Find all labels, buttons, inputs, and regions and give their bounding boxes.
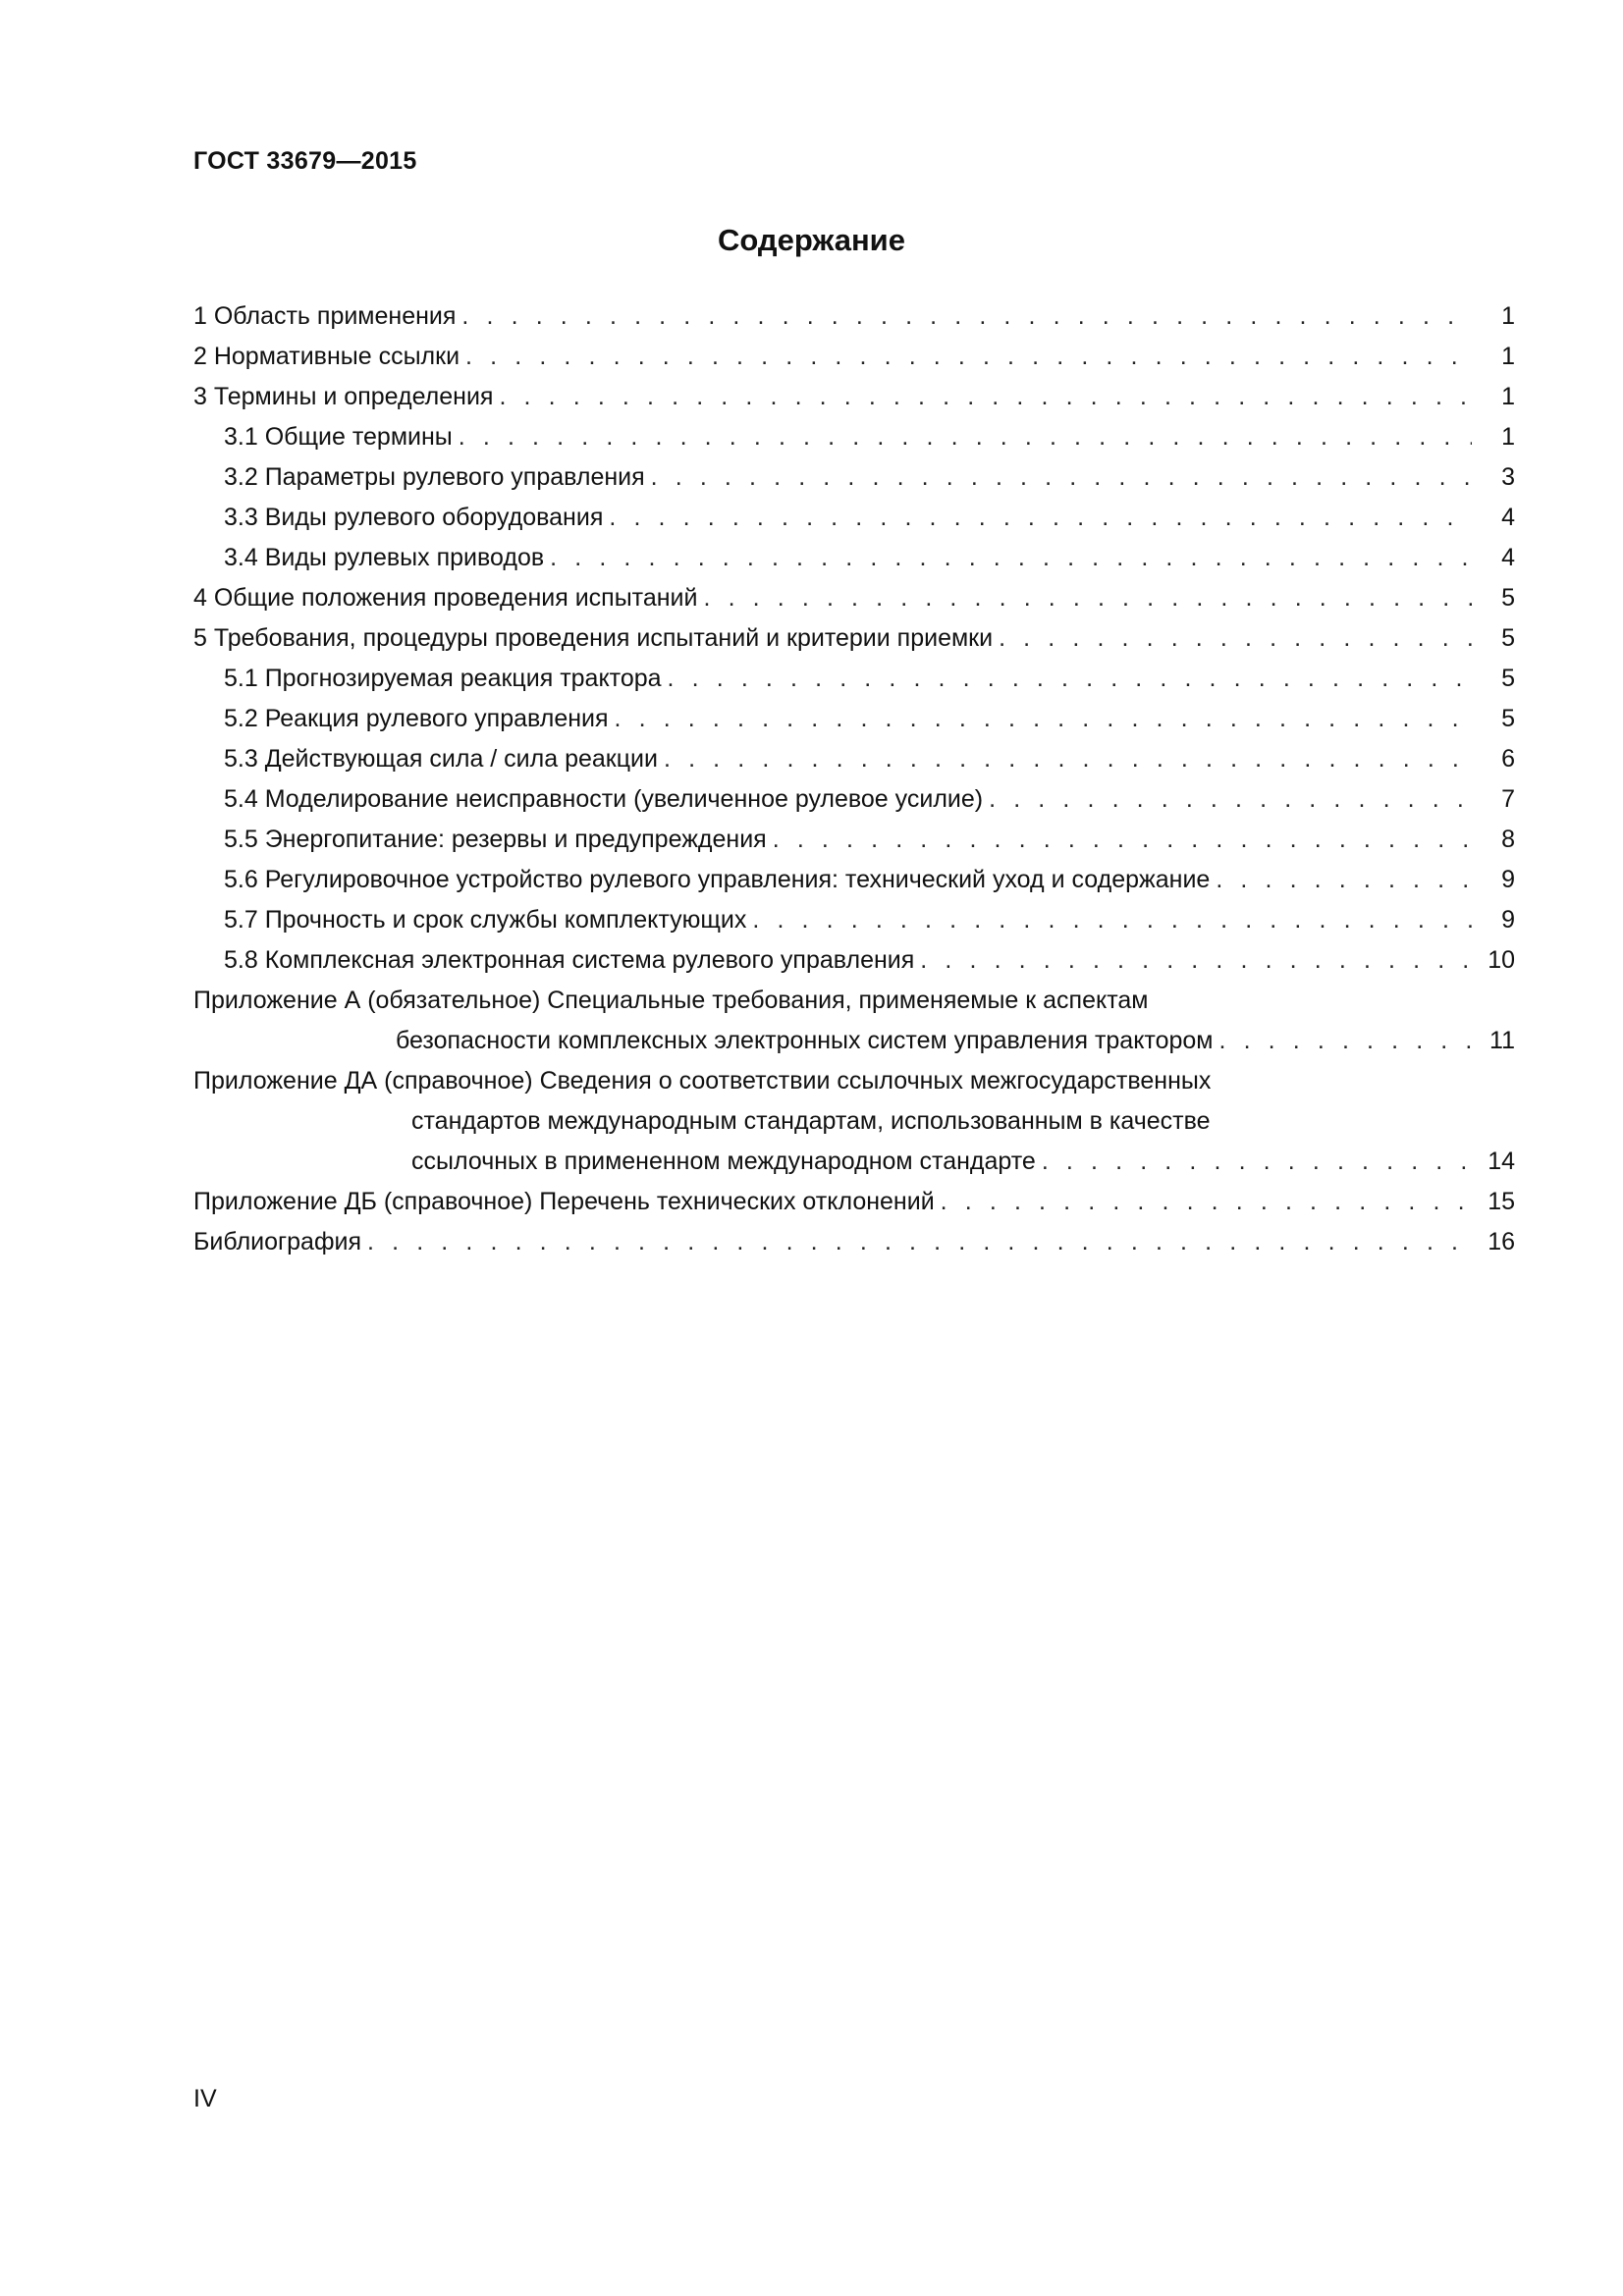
- toc-entry[interactable]: [193, 900, 1515, 940]
- page-number: IV: [193, 2085, 217, 2112]
- toc-entry-appendix-a[interactable]: [193, 981, 1515, 1021]
- toc-leader-dots: [989, 779, 1472, 820]
- toc-entry[interactable]: [193, 779, 1515, 820]
- toc-entry-label: 3 Термины и определения: [193, 383, 494, 410]
- toc-entry-page: 11: [1489, 1027, 1515, 1054]
- toc-entry-page: 7: [1501, 785, 1515, 813]
- toc-leader-dots: [999, 618, 1472, 659]
- toc-entry[interactable]: [193, 940, 1515, 981]
- toc-entry-label: 2 Нормативные ссылки: [193, 343, 460, 370]
- toc-entry-label: 5.8 Комплексная электронная система рулевого управления: [224, 946, 915, 974]
- toc-entry-label: 3.3 Виды рулевого оборудования: [224, 504, 604, 531]
- toc-leader-dots: [704, 578, 1473, 618]
- toc-entry-page: 1: [1501, 383, 1515, 410]
- toc-entry[interactable]: [193, 860, 1515, 900]
- toc-entry-page: 9: [1501, 906, 1515, 934]
- toc-entry-label: Приложение ДА (справочное) Сведения о соответствии ссылочных межгосударственных: [193, 1067, 1212, 1095]
- toc-entry-page: 1: [1501, 343, 1515, 370]
- toc-entry-continuation[interactable]: [193, 1101, 1515, 1142]
- toc-entry-label: 5.4 Моделирование неисправности (увеличенное рулевое усилие): [224, 785, 984, 813]
- toc-entry[interactable]: [193, 296, 1515, 337]
- toc-entry-page: 8: [1501, 826, 1515, 853]
- toc-entry[interactable]: [193, 538, 1515, 578]
- toc-entry-label: 5.5 Энергопитание: резервы и предупреждения: [224, 826, 767, 853]
- toc-entry-page: 3: [1501, 463, 1515, 491]
- toc-entry-label: 3.2 Параметры рулевого управления: [224, 463, 645, 491]
- toc-entry-page: 4: [1501, 504, 1515, 531]
- toc-leader-dots: [499, 377, 1472, 417]
- toc-leader-dots: [1216, 860, 1472, 900]
- toc-entry-page: 9: [1501, 866, 1515, 893]
- toc-entry-page: 6: [1501, 745, 1515, 773]
- toc-entry-label: ссылочных в примененном международном стандарте: [411, 1148, 1036, 1175]
- toc-leader-dots: [609, 498, 1472, 538]
- toc-entry[interactable]: [193, 699, 1515, 739]
- toc-entry-page: 4: [1501, 544, 1515, 571]
- toc-entry-page: 5: [1501, 705, 1515, 732]
- toc-leader-dots: [465, 337, 1472, 377]
- table-of-contents: [193, 296, 1515, 1262]
- toc-entry[interactable]: [193, 377, 1515, 417]
- toc-leader-dots: [920, 940, 1472, 981]
- toc-entry-page: 10: [1488, 946, 1515, 974]
- toc-entry-page: 5: [1501, 665, 1515, 692]
- toc-leader-dots: [941, 1182, 1472, 1222]
- toc-entry-label: безопасности комплексных электронных систем управления трактором: [396, 1027, 1214, 1054]
- toc-entry[interactable]: [193, 457, 1515, 498]
- toc-leader-dots: [367, 1222, 1472, 1262]
- document-code-header: ГОСТ 33679—2015: [193, 147, 417, 175]
- toc-entry-label: стандартов международным стандартам, использованным в качестве: [411, 1107, 1211, 1135]
- toc-entry-page: 16: [1488, 1228, 1515, 1255]
- toc-entry-label: 5.2 Реакция рулевого управления: [224, 705, 609, 732]
- toc-entry[interactable]: [193, 498, 1515, 538]
- toc-entry-label: Библиография: [193, 1228, 362, 1255]
- toc-entry[interactable]: [193, 578, 1515, 618]
- toc-entry-label: 5.7 Прочность и срок службы комплектующих: [224, 906, 747, 934]
- toc-entry[interactable]: [193, 337, 1515, 377]
- toc-leader-dots: [459, 417, 1472, 457]
- toc-entry-page: 15: [1488, 1188, 1515, 1215]
- toc-leader-dots: [1042, 1142, 1472, 1182]
- toc-entry[interactable]: [193, 820, 1515, 860]
- toc-leader-dots: [615, 699, 1472, 739]
- toc-entry-label: 5.6 Регулировочное устройство рулевого управления: технический уход и содержание: [224, 866, 1211, 893]
- toc-entry-label: 5.1 Прогнозируемая реакция трактора: [224, 665, 662, 692]
- toc-entry-label: 3.1 Общие термины: [224, 423, 453, 451]
- toc-entry-continuation[interactable]: [193, 1142, 1515, 1182]
- toc-entry-label: Приложение ДБ (справочное) Перечень технических отклонений: [193, 1188, 935, 1215]
- toc-entry-appendix-da[interactable]: [193, 1061, 1515, 1101]
- toc-leader-dots: [752, 900, 1472, 940]
- toc-entry-appendix-db[interactable]: [193, 1182, 1515, 1222]
- toc-entry-page: 5: [1501, 624, 1515, 652]
- toc-entry[interactable]: [193, 659, 1515, 699]
- toc-entry-label: 5.3 Действующая сила / сила реакции: [224, 745, 658, 773]
- toc-entry-label: Приложение А (обязательное) Специальные требования, применяемые к аспектам: [193, 987, 1149, 1014]
- toc-entry[interactable]: [193, 618, 1515, 659]
- toc-entry-continuation[interactable]: [193, 1021, 1515, 1061]
- toc-entry-page: 14: [1488, 1148, 1515, 1175]
- toc-leader-dots: [651, 457, 1472, 498]
- toc-entry-label: 1 Область применения: [193, 302, 457, 330]
- toc-leader-dots: [550, 538, 1472, 578]
- toc-entry-page: 1: [1501, 423, 1515, 451]
- toc-entry-label: 3.4 Виды рулевых приводов: [224, 544, 545, 571]
- toc-entry[interactable]: [193, 417, 1515, 457]
- toc-entry-page: 1: [1501, 302, 1515, 330]
- toc-leader-dots: [461, 296, 1472, 337]
- toc-entry-label: 5 Требования, процедуры проведения испытаний и критерии приемки: [193, 624, 994, 652]
- toc-leader-dots: [664, 739, 1472, 779]
- toc-entry-label: 4 Общие положения проведения испытаний: [193, 584, 698, 612]
- toc-entry-page: 5: [1501, 584, 1515, 612]
- toc-leader-dots: [668, 659, 1472, 699]
- toc-entry[interactable]: [193, 739, 1515, 779]
- toc-entry-bibliography[interactable]: [193, 1222, 1515, 1262]
- toc-leader-dots: [1218, 1021, 1472, 1061]
- toc-title: Содержание: [718, 223, 905, 257]
- toc-leader-dots: [773, 820, 1472, 860]
